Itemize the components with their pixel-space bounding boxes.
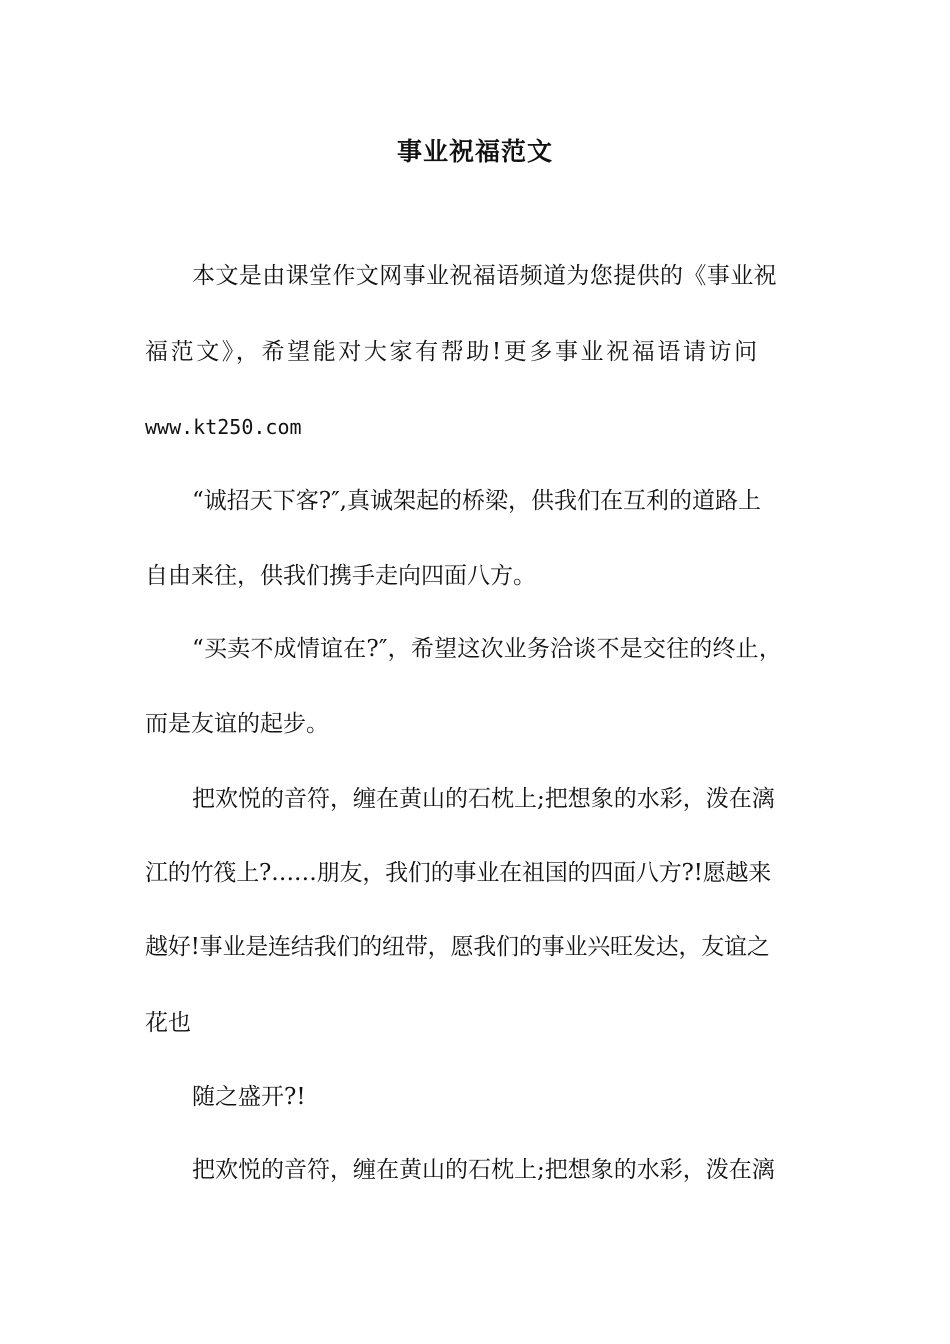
paragraph-line: 越好!事业是连结我们的纽带，愿我们的事业兴旺发达，友谊之 [145,934,770,960]
paragraph-line: 把欢悦的音符，缠在黄山的石枕上;把想象的水彩，泼在漓 [192,786,775,812]
paragraph-line: 而是友谊的起步。 [145,711,329,737]
paragraph-line-url: www.kt250.com [145,415,302,439]
paragraph-line: 花也 [145,1010,191,1036]
paragraph-line: “买卖不成情谊在?″，希望这次业务洽谈不是交往的终止， [192,636,783,662]
paragraph-line: “诚招天下客?″,真诚架起的桥梁，供我们在互利的道路上 [192,488,761,514]
paragraph-line: 福范文》，希望能对大家有帮助!更多事业祝福语请访问 [145,339,760,365]
paragraph-line: 本文是由课堂作文网事业祝福语频道为您提供的《事业祝 [192,263,777,289]
paragraph-line: 把欢悦的音符，缠在黄山的石枕上;把想象的水彩，泼在漓 [192,1157,775,1183]
paragraph-line: 随之盛开?! [192,1084,306,1110]
document-title: 事业祝福范文 [396,137,553,166]
paragraph-line: 自由来往，供我们携手走向四面八方。 [145,563,536,589]
paragraph-line: 江的竹筏上?……朋友，我们的事业在祖国的四面八方?!愿越来 [145,860,772,886]
